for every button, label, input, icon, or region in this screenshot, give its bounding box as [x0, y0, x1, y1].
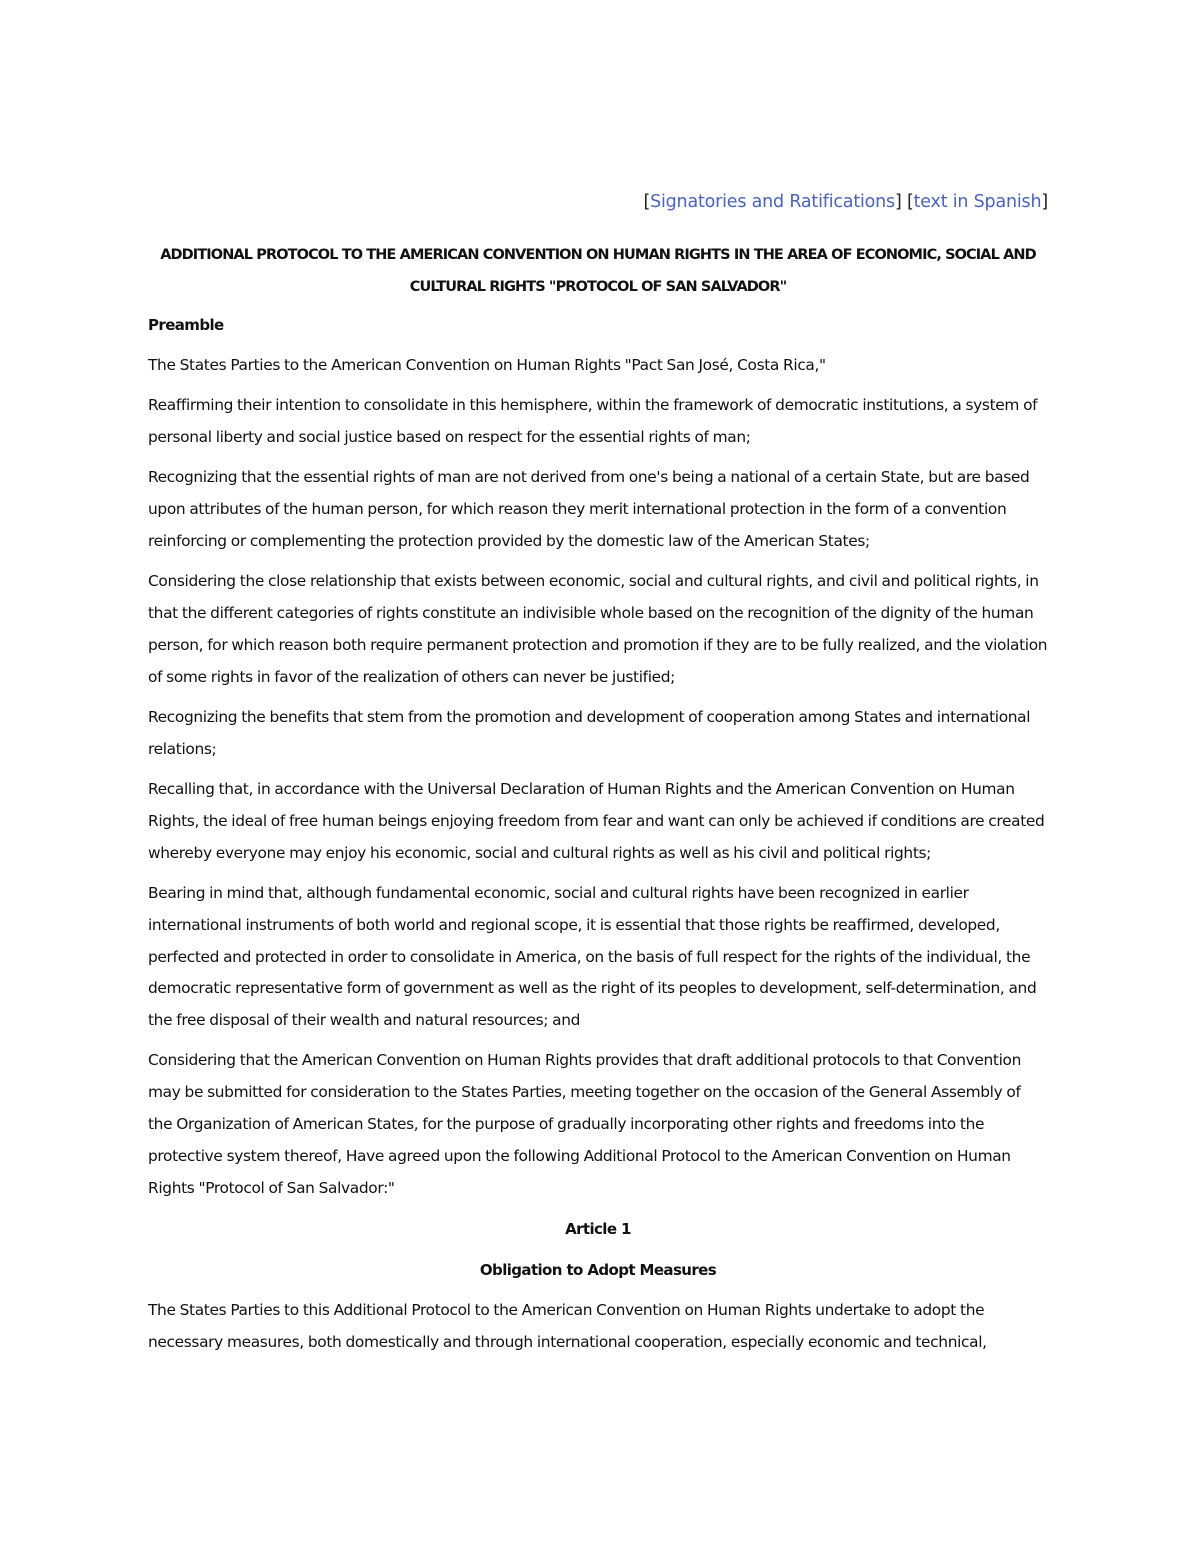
preamble-paragraph: Recognizing the benefits that stem from the promotion and development of cooperation among States and international relations;	[148, 707, 1031, 758]
preamble-paragraph: Reaffirming their intention to consolidate in this hemisphere, within the framework of democratic institutions, a system of personal liberty and social justice based on respect for the essential rights of man;	[148, 396, 1038, 447]
document-title: ADDITIONAL PROTOCOL TO THE AMERICAN CONVENTION ON HUMAN RIGHTS IN THE AREA OF ECONOMIC, SOCIAL AND CULTURAL RIGHTS "PROTOCOL OF SAN SALVADOR"	[160, 247, 1036, 295]
preamble-paragraph: Bearing in mind that, although fundamental economic, social and cultural rights have been recognized in earlier international instruments of both world and regional scope, it is essential that those rights be reaffirmed, developed, perfected and protected in order to consolidate in America, on the basis of full respect for the rights of the individual, the democratic representative form of government as well as the right of its peoples to development, self-determination, and the free disposal of their wealth and natural resources; and	[148, 883, 1037, 1030]
article-title: Obligation to Adopt Measures	[479, 1260, 717, 1279]
close-bracket: ]	[894, 192, 902, 212]
document-page	[148, 186, 1048, 1367]
preamble-paragraph: Considering that the American Convention on Human Rights provides that draft additional protocols to that Convention may be submitted for consideration to the States Parties, meeting together on the occasion of the General Assembly of the Organization of American States, for the purpose of gradually incorporating other rights and freedoms into the protective system thereof, Have agreed upon the following Additional Protocol to the American Convention on Human Rights "Protocol of San Salvador:"	[148, 1051, 1022, 1197]
open-bracket: [	[906, 192, 914, 212]
open-bracket: [	[643, 192, 651, 212]
header-links	[148, 186, 1048, 218]
preamble-heading: Preamble	[148, 316, 224, 334]
preamble-paragraph: Considering the close relationship that exists between economic, social and cultural rights, and civil and political rights, in that the different categories of rights constitute an indivisible whole based on the recognition of the dignity of the human person, for which reason both require permanent protection and promotion if they are to be fully realized, and the violation of some rights in favor of the realization of others can never be justified;	[148, 572, 1048, 686]
close-bracket: ]	[1041, 192, 1048, 212]
preamble-paragraph: The States Parties to the American Convention on Human Rights "Pact San José, Costa Rica,"	[148, 356, 826, 374]
signatories-link[interactable]: Signatories and Ratifications	[650, 192, 895, 212]
preamble-paragraph: Recognizing that the essential rights of man are not derived from one's being a national of a certain State, but are based upon attributes of the human person, for which reason they merit international protection in the form of a convention reinforcing or complementing the protection provided by the domestic law of the American States;	[148, 468, 1030, 550]
article-heading: Article 1	[565, 1219, 631, 1238]
preamble-paragraph: Recalling that, in accordance with the Universal Declaration of Human Rights and the American Convention on Human Rights, the ideal of free human beings enjoying freedom from fear and want can only be achieved if conditions are created whereby everyone may enjoy his economic, social and cultural rights as well as his civil and political rights;	[148, 780, 1045, 862]
spanish-text-link[interactable]: text in Spanish	[913, 192, 1042, 212]
article-paragraph: The States Parties to this Additional Protocol to the American Convention on Human Rights undertake to adopt the necessary measures, both domestically and through international cooperation, especially economic and technical,	[148, 1300, 987, 1351]
